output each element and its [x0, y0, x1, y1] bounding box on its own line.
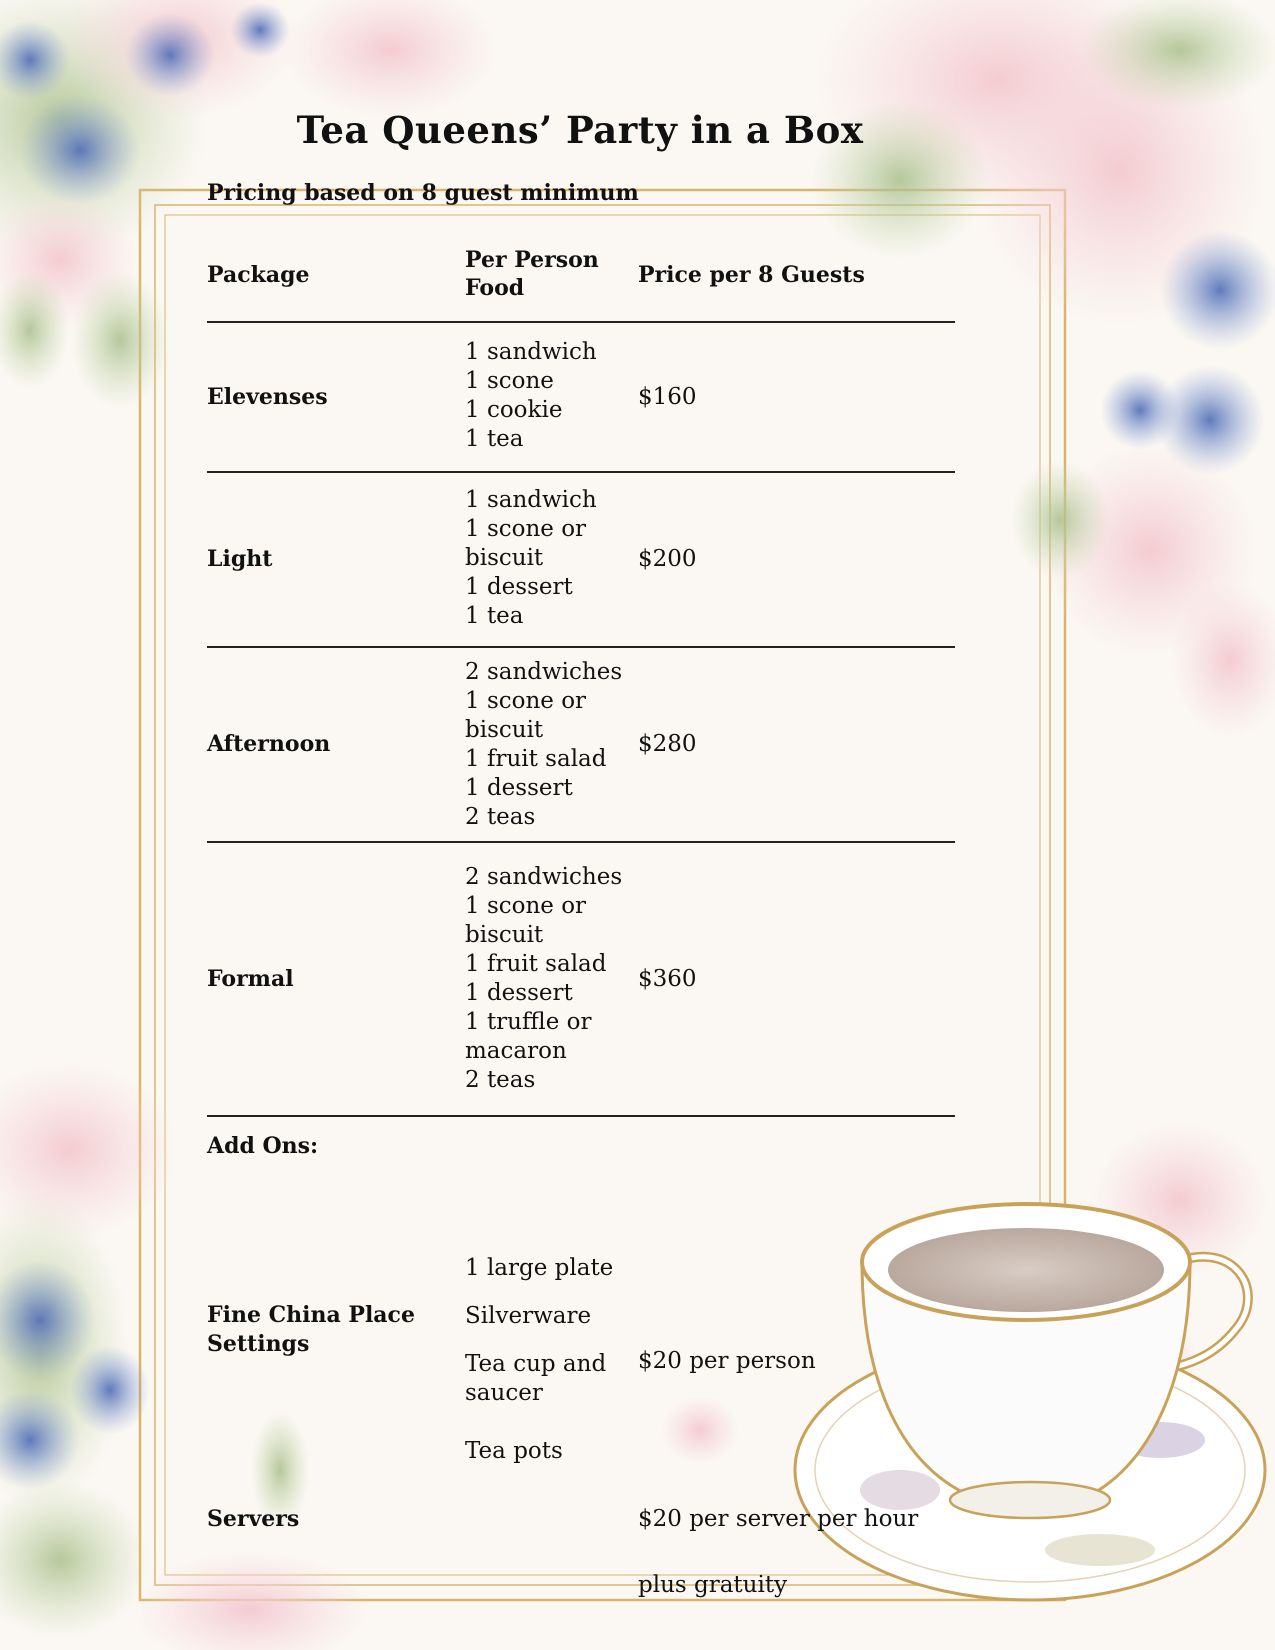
list-item: 1 scone or [465, 688, 587, 714]
addon-servers-note: plus gratuity [638, 1572, 788, 1598]
package-light: Light [207, 546, 273, 572]
list-item: 1 sandwich [465, 487, 597, 513]
list-item: 1 cookie [465, 397, 563, 423]
price-afternoon: $280 [638, 731, 697, 757]
list-item: 1 scone [465, 368, 554, 394]
table-divider [207, 471, 955, 473]
table-divider [207, 321, 955, 323]
price-elevenses: $160 [638, 384, 697, 410]
list-item: 1 sandwich [465, 339, 597, 365]
list-item: 2 teas [465, 1067, 536, 1093]
header-package: Package [207, 262, 310, 288]
list-item: 2 sandwiches [465, 864, 623, 890]
addon-fine-china-items [465, 1254, 625, 1466]
table-divider [207, 1115, 955, 1117]
addon-servers-label: Servers [207, 1506, 300, 1532]
list-item: macaron [465, 1038, 567, 1064]
list-item: 1 dessert [465, 775, 573, 801]
list-item: 2 sandwiches [465, 659, 623, 685]
price-formal: $360 [638, 966, 697, 992]
food-list-formal [465, 863, 622, 1095]
addon-fine-china-label: Fine China Place Settings [207, 1302, 415, 1357]
food-list-elevenses [465, 338, 597, 454]
pricing-subtitle: Pricing based on 8 guest minimum [207, 180, 639, 206]
addons-heading: Add Ons: [207, 1133, 319, 1159]
list-item: biscuit [465, 545, 544, 571]
list-item: 1 fruit salad [465, 746, 607, 772]
list-item: 1 scone or [465, 516, 587, 542]
list-item: Silverware [465, 1303, 592, 1329]
header-per-person-food: Per Person Food [465, 247, 599, 301]
list-item: biscuit [465, 717, 544, 743]
list-item: biscuit [465, 922, 544, 948]
list-item: 1 truffle or [465, 1009, 592, 1035]
list-item: 1 large plate [465, 1255, 614, 1281]
page-title: Tea Queens’ Party in a Box [296, 108, 864, 152]
header-price: Price per 8 Guests [638, 262, 865, 288]
table-divider [207, 646, 955, 648]
list-item: 1 dessert [465, 980, 573, 1006]
list-item: Tea pots [465, 1438, 563, 1464]
package-elevenses: Elevenses [207, 384, 328, 410]
addon-fine-china-price: $20 per person [638, 1348, 816, 1374]
food-list-light [465, 486, 597, 631]
list-item: 1 tea [465, 603, 524, 629]
list-item: 1 scone or [465, 893, 587, 919]
list-item: 2 teas [465, 804, 536, 830]
list-item: 1 dessert [465, 574, 573, 600]
food-list-afternoon [465, 658, 622, 832]
package-formal: Formal [207, 966, 294, 992]
addon-servers-price: $20 per server per hour [638, 1506, 919, 1532]
list-item: 1 fruit salad [465, 951, 607, 977]
package-afternoon: Afternoon [207, 731, 331, 757]
list-item: Tea cup and saucer [465, 1351, 607, 1406]
table-divider [207, 841, 955, 843]
price-light: $200 [638, 546, 697, 572]
list-item: 1 tea [465, 426, 524, 452]
